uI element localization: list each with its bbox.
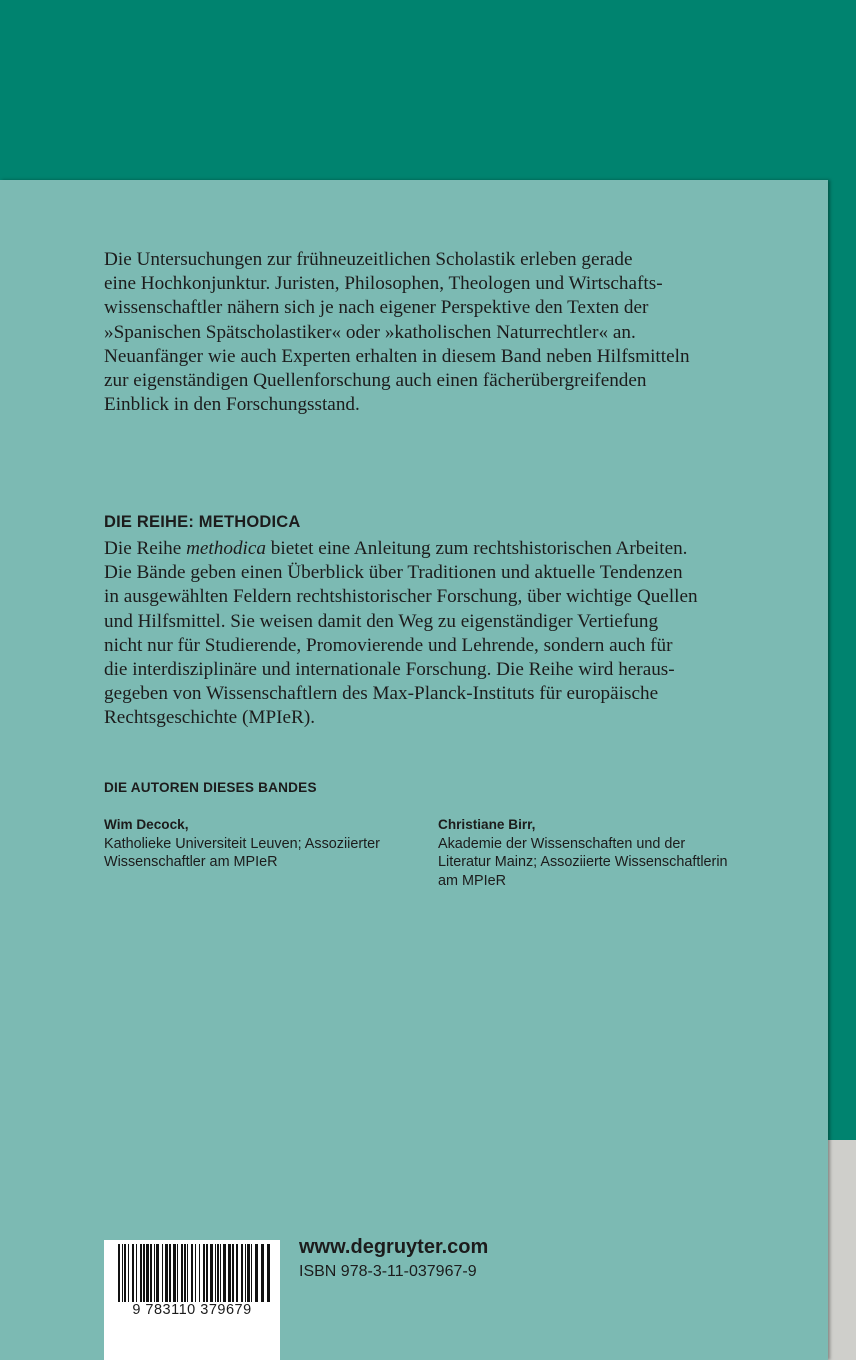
blurb-line: Einblick in den Forschungsstand. <box>104 394 360 416</box>
series-text <box>104 537 764 731</box>
barcode-digits: 9 783110 379679 <box>104 1302 280 1318</box>
blurb-line: Neuanfänger wie auch Experten erhalten in diesem Band neben Hilfsmitteln <box>104 345 690 367</box>
series-line <box>104 538 687 559</box>
blurb-line: wissenschaftler nähern sich je nach eigener Perspektive den Texten der <box>104 297 649 319</box>
series-line: die interdisziplinäre und internationale Forschung. Die Reihe wird heraus- <box>104 659 675 681</box>
series-line: Rechtsgeschichte (MPIeR). <box>104 707 316 729</box>
series-line: gegeben von Wissenschaftlern des Max-Planck-Instituts für europäische <box>104 683 659 705</box>
blurb-line: Die Untersuchungen zur frühneuzeitlichen Scholastik erleben gerade <box>104 249 633 270</box>
author-name: Christiane Birr, <box>438 817 536 832</box>
series-heading: DIE REIHE: METHODICA <box>104 513 301 531</box>
series-line: Die Bände geben einen Überblick über Traditionen und aktuelle Tendenzen <box>104 562 683 584</box>
blurb-line: »Spanischen Spätscholastiker« oder »katholischen Naturrechtler« an. <box>104 321 636 343</box>
series-line-start: Die Reihe <box>104 538 187 559</box>
series-line: in ausgewählten Feldern rechtshistorischer Forschung, über wichtige Quellen <box>104 586 698 608</box>
author-name: Wim Decock, <box>104 817 189 832</box>
author-decock <box>104 816 414 872</box>
author-birr <box>438 816 768 890</box>
series-line: und Hilfsmittel. Sie weisen damit den Weg zu eigenständiger Vertiefung <box>104 610 659 632</box>
series-name: methodica <box>186 538 266 559</box>
isbn-barcode <box>104 1240 280 1360</box>
blurb-line: zur eigenständigen Quellenforschung auch einen fächerübergreifenden <box>104 370 647 392</box>
edge-strip <box>828 1140 856 1360</box>
author-affiliation: am MPIeR <box>438 872 506 889</box>
author-affiliation: Wissenschaftler am MPIeR <box>104 854 278 870</box>
author-affiliation: Literatur Mainz; Assoziierte Wissenschaftlerin <box>438 854 728 870</box>
isbn-number: ISBN 978-3-11-037967-9 <box>299 1263 477 1280</box>
blurb-line: eine Hochkonjunktur. Juristen, Philosophen, Theologen und Wirtschafts- <box>104 273 663 295</box>
series-line: nicht nur für Studierende, Promovierende und Lehrende, sondern auch für <box>104 634 673 656</box>
author-affiliation: Katholieke Universiteit Leuven; Assoziierter <box>104 835 380 852</box>
series-line-end: bietet eine Anleitung zum rechtshistorischen Arbeiten. <box>266 538 688 559</box>
author-affiliation: Akademie der Wissenschaften und der <box>438 835 686 852</box>
authors-heading: DIE AUTOREN DIESES BANDES <box>104 780 317 795</box>
publisher-website: www.degruyter.com <box>299 1236 489 1258</box>
blurb-text <box>104 248 764 417</box>
